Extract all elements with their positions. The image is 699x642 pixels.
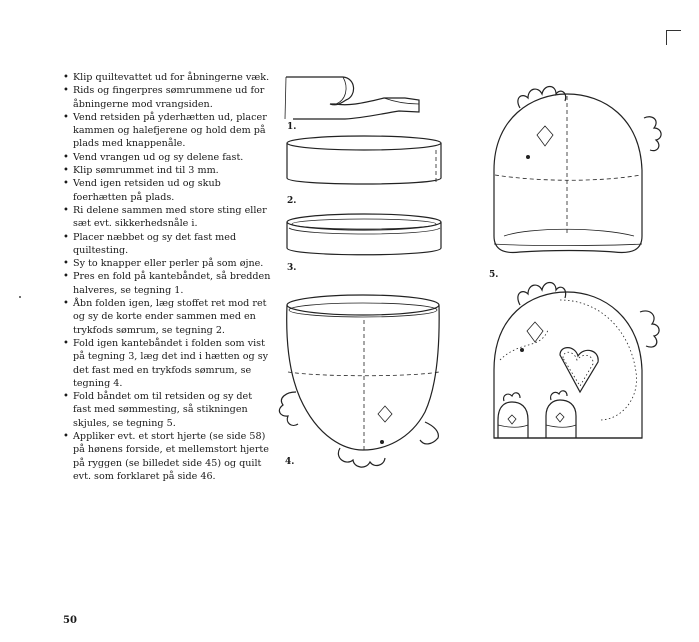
instruction-step: • Klip quiltevattet ud for åbningerne væk. — [58, 71, 273, 84]
instruction-step: • Vend vrangen ud og sy delene fast. — [58, 151, 273, 164]
instruction-step: • Vend retsiden på yderhætten ud, placer kammen og halefjerene og hold dem på plads med knappenåle. — [58, 111, 273, 151]
figure-5-hen-cozy — [494, 87, 661, 253]
figure-3-folded-ring — [287, 214, 441, 255]
instruction-step: • Sy to knapper eller perler på som øjne. — [58, 257, 273, 270]
instruction-step: • Ri delene sammen med store sting eller sæt evt. sikkerhedsnåle i. — [58, 204, 273, 231]
figure-label-2: 2. — [287, 196, 297, 206]
figure-5-hen-cozy-decorated — [494, 283, 659, 439]
instruction-step: • Åbn folden igen, læg stoffet ret mod ret og sy de korte ender sammen med en trykfods sømrum, se tegning 2. — [58, 297, 273, 337]
figure-label-1: 1. — [287, 122, 297, 132]
instruction-step: • Fold båndet om til retsiden og sy det fast med sømmesting, så stikningen skjules, se tegning 5. — [58, 390, 273, 430]
instruction-step: • Klip sømrummet ind til 3 mm. — [58, 164, 273, 177]
figure-2-ring — [287, 136, 441, 184]
instruction-step: • Appliker evt. et stort hjerte (se side 58) på hønens forside, et mellemstort hjerte på ryggen (se billedet side 45) og quilt evt. som forklaret på side 46. — [58, 430, 273, 483]
instruction-step: • Fold igen kantebåndet i folden som vist på tegning 3, læg det ind i hætten og sy det fast med en trykfods sømrum, se tegning 4. — [58, 337, 273, 390]
figure-1-folded-strip — [285, 77, 419, 119]
figure-label-4: 4. — [285, 457, 295, 467]
figure-4-hat-with-binding — [279, 295, 439, 467]
instruction-step: • Rids og fingerpres sømrummene ud for åbningerne mod vrangsiden. — [58, 84, 273, 111]
figure-label-5: 5. — [489, 270, 499, 280]
instruction-step: • Placer næbbet og sy det fast med quiltesting. — [58, 231, 273, 258]
instruction-step: • Pres en fold på kantebåndet, så bredden halveres, se tegning 1. — [58, 270, 273, 297]
figure-label-3: 3. — [287, 263, 297, 273]
page-number: 50 — [63, 615, 77, 626]
instruction-step: • Vend igen retsiden ud og skub foerhætten på plads. — [58, 177, 273, 204]
